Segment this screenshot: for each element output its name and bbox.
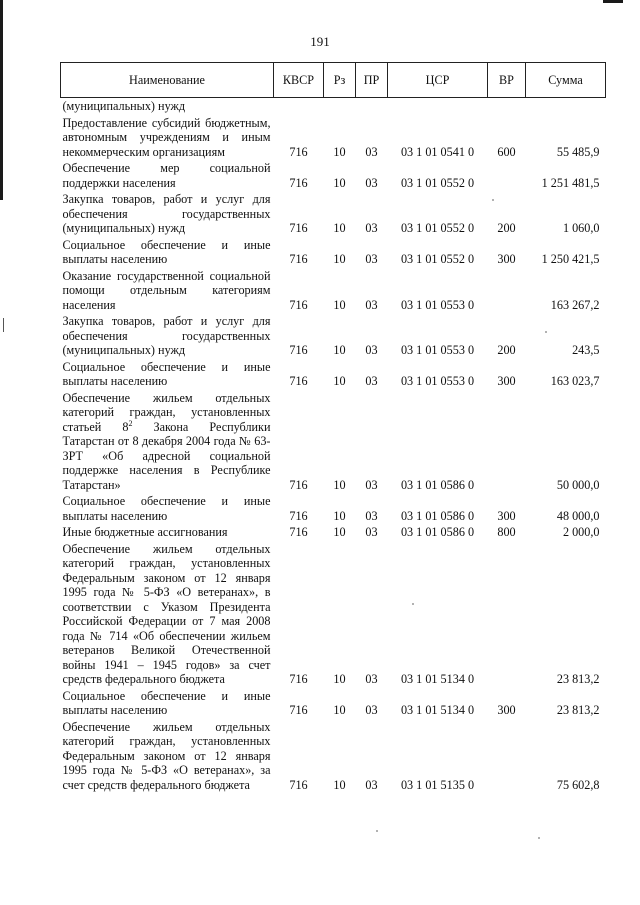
- row-pr: [356, 98, 388, 115]
- row-csr: 03 1 01 5135 0: [400, 777, 475, 792]
- row-sum: 1 251 481,5: [541, 175, 600, 190]
- table-row: [61, 237, 606, 268]
- row-name: Обеспечение мер социальной поддержки населения: [62, 161, 271, 190]
- table-row: [61, 313, 606, 359]
- row-pr: 03: [365, 221, 378, 235]
- row-csr: 03 1 01 0552 0: [400, 252, 475, 266]
- row-rz: 10: [333, 297, 346, 312]
- row-pr: 03: [365, 777, 378, 792]
- row-csr: 03 1 01 0552 0: [400, 175, 475, 190]
- row-sum: 2 000,0: [562, 525, 600, 539]
- scan-edge-mark-left: [0, 0, 3, 200]
- row-name: Обеспечение жильем отдельных категорий граждан, установленных Федеральным законом от 12 января 1995 года № 5-ФЗ «О ветеранах», за счет средств федерального бюджета: [62, 719, 271, 792]
- col-header-name: Наименование: [61, 63, 274, 98]
- row-csr: 03 1 01 0586 0: [400, 525, 475, 539]
- row-csr: 03 1 01 0586 0: [400, 508, 475, 523]
- row-rz: 10: [333, 252, 346, 266]
- col-header-vr: ВР: [488, 63, 526, 98]
- row-vr: [488, 541, 526, 688]
- table-row: [61, 98, 606, 115]
- row-csr: 03 1 01 0553 0: [400, 343, 475, 357]
- row-csr: 03 1 01 0541 0: [400, 144, 475, 159]
- row-csr: [388, 98, 488, 115]
- table-row: [61, 390, 606, 494]
- row-name: Обеспечение жильем отдельных категорий граждан, установленных статьей $8^2$ Закона Республики Татарстан от 8 декабря 2004 года № 63-ЗРТ «Об адресной социальной поддержке населения в Республике Татарстан»: [62, 390, 271, 492]
- table-row: [61, 359, 606, 390]
- row-kvsr: 716: [289, 252, 308, 266]
- table-row: [61, 719, 606, 794]
- table-row: [61, 115, 606, 161]
- row-csr: 03 1 01 5134 0: [400, 672, 475, 686]
- row-sum: 48 000,0: [556, 508, 600, 523]
- row-vr: 300: [497, 252, 516, 266]
- row-vr: 200: [497, 221, 516, 235]
- table-row: [61, 541, 606, 688]
- row-vr: [488, 160, 526, 191]
- row-rz: 10: [333, 508, 346, 523]
- row-pr: 03: [365, 477, 378, 492]
- row-sum: 163 267,2: [550, 297, 600, 312]
- row-name: Социальное обеспечение и иные выплаты населению: [62, 359, 271, 388]
- row-kvsr: 716: [289, 297, 308, 312]
- row-csr: 03 1 01 0586 0: [400, 477, 475, 492]
- row-name: Оказание государственной социальной помощи отдельным категориям населения: [62, 268, 271, 312]
- row-csr: 03 1 01 0552 0: [400, 221, 475, 235]
- row-rz: 10: [333, 343, 346, 357]
- row-rz: 10: [333, 477, 346, 492]
- row-pr: 03: [365, 703, 378, 717]
- row-rz: 10: [333, 672, 346, 686]
- row-name: Обеспечение жильем отдельных категорий граждан, установленных Федеральным законом от 12 января 1995 года № 5-ФЗ «О ветеранах», в соответствии с Указом Президента Российской Федерации от 7 мая 2008 года № 714 «Об обеспечении жильем ветеранов Великой Отечественной войны 1941 – 1945 годов» за счет средств федерального бюджета: [62, 541, 271, 686]
- row-kvsr: 716: [289, 374, 308, 388]
- row-vr: 600: [497, 144, 516, 159]
- row-kvsr: 716: [289, 703, 308, 717]
- scan-speck: [412, 603, 414, 605]
- row-name: Закупка товаров, работ и услуг для обеспечения государственных (муниципальных) нужд: [62, 192, 271, 235]
- row-csr: 03 1 01 0553 0: [400, 297, 475, 312]
- row-sum: 243,5: [572, 343, 600, 357]
- row-csr: 03 1 01 0553 0: [400, 374, 475, 388]
- row-name: Социальное обеспечение и иные выплаты населению: [62, 688, 271, 717]
- row-sum: 1 060,0: [562, 221, 600, 235]
- col-header-sum: Сумма: [526, 63, 606, 98]
- row-name: Иные бюджетные ассигнования: [62, 525, 228, 539]
- row-sum: 55 485,9: [556, 144, 600, 159]
- row-pr: 03: [365, 343, 378, 357]
- row-rz: 10: [333, 374, 346, 388]
- row-vr: 300: [497, 703, 516, 717]
- col-header-pr: ПР: [356, 63, 388, 98]
- table-row: [61, 191, 606, 237]
- row-sum: [526, 98, 606, 115]
- row-sum: 75 602,8: [556, 777, 600, 792]
- table-row: [61, 493, 606, 524]
- row-sum: 1 250 421,5: [541, 252, 600, 266]
- row-rz: [324, 98, 356, 115]
- scan-speck: [545, 331, 547, 333]
- row-rz: 10: [333, 703, 346, 717]
- row-kvsr: 716: [289, 144, 308, 159]
- row-csr: 03 1 01 5134 0: [400, 703, 475, 717]
- row-pr: 03: [365, 374, 378, 388]
- row-pr: 03: [365, 297, 378, 312]
- page-number: 191: [310, 34, 330, 49]
- budget-table: [60, 62, 606, 793]
- row-pr: 03: [365, 252, 378, 266]
- row-kvsr: 716: [289, 221, 308, 235]
- row-vr: [488, 98, 526, 115]
- row-rz: 10: [333, 144, 346, 159]
- col-header-rz: Рз: [324, 63, 356, 98]
- row-kvsr: [274, 98, 324, 115]
- col-header-kvsr: КВСР: [274, 63, 324, 98]
- table-row: [61, 160, 606, 191]
- row-pr: 03: [365, 672, 378, 686]
- row-vr: [488, 268, 526, 314]
- row-pr: 03: [365, 508, 378, 523]
- col-header-csr: ЦСР: [388, 63, 488, 98]
- row-vr: 300: [497, 374, 516, 388]
- scan-edge-mark-lower-left: [3, 318, 4, 332]
- table-row: [61, 268, 606, 314]
- row-vr: [488, 390, 526, 494]
- row-rz: 10: [333, 777, 346, 792]
- row-name: Социальное обеспечение и иные выплаты населению: [62, 494, 271, 523]
- row-name: (муниципальных) нужд: [62, 99, 186, 113]
- row-kvsr: 716: [289, 175, 308, 190]
- row-rz: 10: [333, 221, 346, 235]
- row-name: Закупка товаров, работ и услуг для обеспечения государственных (муниципальных) нужд: [62, 314, 271, 357]
- row-vr: [488, 719, 526, 794]
- scan-edge-mark-top-right: [603, 0, 623, 3]
- row-sum: 23 813,2: [556, 703, 600, 717]
- row-kvsr: 716: [289, 477, 308, 492]
- scan-speck: [376, 830, 378, 832]
- scan-speck: [492, 199, 494, 201]
- row-rz: 10: [333, 175, 346, 190]
- row-rz: 10: [333, 525, 346, 539]
- table-header-row: [61, 63, 606, 98]
- row-kvsr: 716: [289, 508, 308, 523]
- row-sum: 23 813,2: [556, 672, 600, 686]
- row-kvsr: 716: [289, 672, 308, 686]
- table-row: [61, 688, 606, 719]
- row-kvsr: 716: [289, 777, 308, 792]
- row-kvsr: 716: [289, 525, 308, 539]
- row-vr: 200: [497, 343, 516, 357]
- row-sum: 163 023,7: [550, 374, 600, 388]
- row-name: Предоставление субсидий бюджетным, автономным учреждениям и иным некоммерческим организациям: [62, 115, 271, 159]
- scan-speck: [538, 837, 540, 839]
- row-pr: 03: [365, 144, 378, 159]
- row-vr: 300: [497, 508, 516, 523]
- row-kvsr: 716: [289, 343, 308, 357]
- table-row: [61, 524, 606, 541]
- row-pr: 03: [365, 525, 378, 539]
- row-sum: 50 000,0: [556, 477, 600, 492]
- row-pr: 03: [365, 175, 378, 190]
- row-name: Социальное обеспечение и иные выплаты населению: [62, 237, 271, 266]
- row-vr: 800: [497, 525, 516, 539]
